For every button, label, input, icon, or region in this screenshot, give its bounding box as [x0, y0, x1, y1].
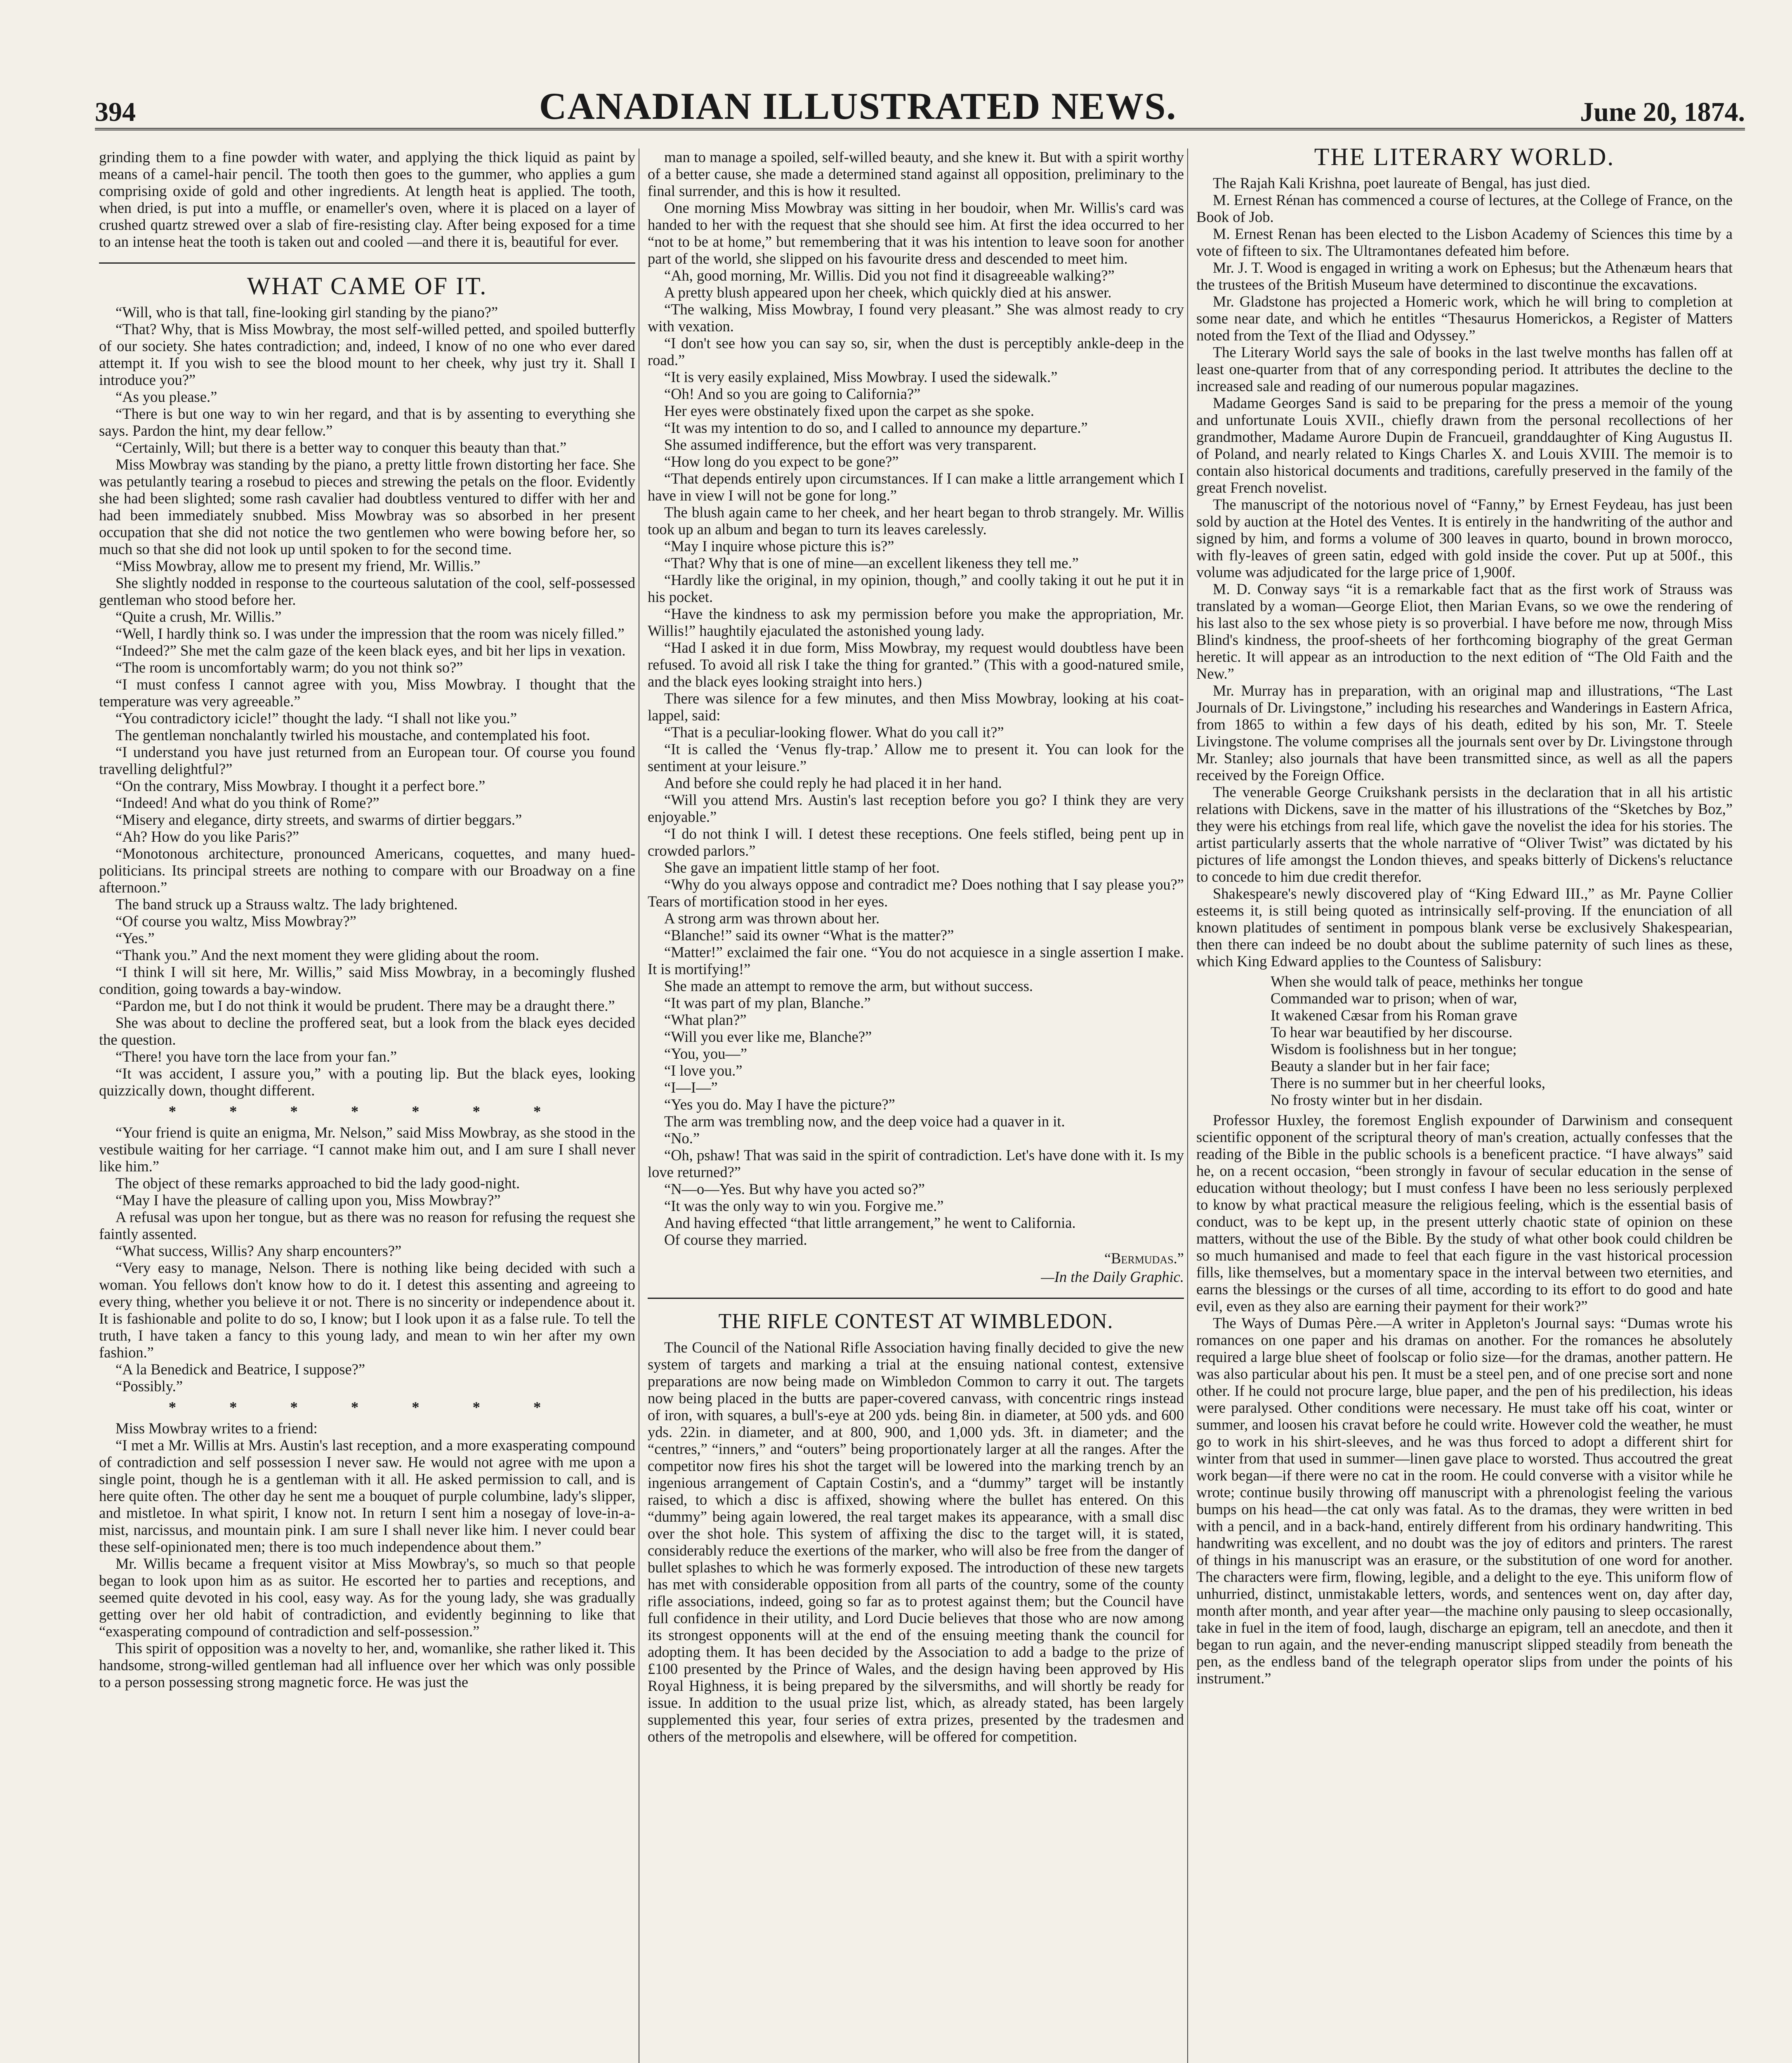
- paragraph: The venerable George Cruikshank persists in the declaration that in all his artistic relations with Dickens, save in the matter of his illustrations of the “Sketches by Boz,” they were his etchings from real life, which gave the novelist the idea for his stories. The artist particularly asserts that the whole narrative of “Oliver Twist” was dictated by his pictures of life amongst the London thieves, and speaks bitterly of Dickens's reluctance to concede to him due credit therefor.: [1196, 784, 1733, 885]
- paragraph: “Have the kindness to ask my permission before you make the appropriation, Mr. Willis!” haughtily ejaculated the astonished young lady.: [648, 605, 1184, 639]
- poem-line: It wakened Cæsar from his Roman grave: [1271, 1007, 1518, 1024]
- paragraph: “That is a peculiar-looking flower. What do you call it?”: [664, 724, 1004, 741]
- paragraph: “As you please.”: [116, 388, 217, 405]
- paragraph: The blush again came to her cheek, and her heart began to throb strangely. Mr. Willis took up an album and began to turn its leaves carelessly.: [648, 504, 1184, 538]
- paragraph: Miss Mowbray writes to a friend:: [116, 1420, 318, 1437]
- paragraph: “Miss Mowbray, allow me to present my friend, Mr. Willis.”: [116, 557, 481, 574]
- section-stars: * * * * * * *: [168, 1399, 566, 1416]
- column-rule: [1187, 149, 1188, 2063]
- paragraph: “I understand you have just returned from an European tour. Of course you found travelling delightful?”: [99, 744, 635, 777]
- paragraph: The band struck up a Strauss waltz. The lady brightened.: [116, 896, 458, 913]
- paragraph: “Oh, pshaw! That was said in the spirit of contradiction. Let's have done with it. Is my love returned?”: [648, 1147, 1184, 1180]
- paragraph: M. Ernest Renan has been elected to the Lisbon Academy of Sciences this time by a vote of fifteen to six. The Ultramontanes defeated him before.: [1196, 225, 1733, 259]
- issue-date: June 20, 1874.: [1580, 97, 1745, 127]
- paragraph: M. D. Conway says “it is a remarkable fact that as the first work of Strauss was translated by a woman—George Eliot, then Marian Evans, so we owe the rendering of his last also to the sex whose piety is so proverbial. I have before me now, through Miss Blind's kindness, the proof-sheets of her forthcoming biography of the great German heretic. It will appear as an introduction to the next edition of “The Old Faith and the New.”: [1196, 581, 1733, 682]
- poem-quote: [1271, 973, 1733, 1108]
- paragraph: “Will, who is that tall, fine-looking girl standing by the piano?”: [116, 304, 498, 321]
- paragraph: man to manage a spoiled, self-willed beauty, and she knew it. But with a spirit worthy of a better cause, she made a determined stand against all opposition, preliminary to the final surrender, and this is how it resulted.: [648, 149, 1184, 199]
- paragraph: “Matter!” exclaimed the fair one. “You do not acquiesce in a single assertion I make. It is mortifying!”: [648, 944, 1184, 977]
- paragraph: “I don't see how you can say so, sir, when the dust is perceptibly ankle-deep in the road.”: [648, 335, 1184, 368]
- paragraph: The Council of the National Rifle Association having finally decided to give the new system of targets and marking a trial at the ensuing national contest, extensive preparations are now being made on Wimbledon Common to carry it out. The targets now being placed in the butts are paper-covered canvass, with concentric rings instead of iron, with squares, a bull's-eye at 200 yds. being 8in. in diameter, at 500 yds. and 600 yds. 22in. in diameter, and at 800, 900, and 1,000 yds. 3ft. in diameter; and the “centres,” “inners,” and “outers” being proportionately larger at all the ranges. After the competitor now fires his shot the target will be lowered into the marking trench by an ingenious arrangement of Captain Costin's, and a “dummy” target will be instantly raised, to which a disc is affixed, showing where the bullet has entered. On this “dummy” being again lowered, the real target makes its appearance, with a small disc over the shot hole. This system of affixing the disc to the target will, it is stated, considerably reduce the exertions of the marker, who will also be free from the danger of bullet splashes to which he was formerly exposed. The introduction of these new targets has met with considerable opposition from all parts of the country, some of the county rifle associations, indeed, going so far as to protest against them; but the Council have full confidence in their utility, and Lord Ducie believes that those who are now among its strongest opponents will at the end of the ensuing meeting thank the council for adopting them. It has been decided by the Association to add a badge to the prize of £100 presented by the Prince of Wales, and the design having been approved by His Royal Highness, it is being prepared by the silversmiths, and will shortly be ready for issue. In addition to the usual prize list, which, as already stated, has been largely supplemented this year, four series of extra prizes, presented by the tradesmen and others of the metropolis and elsewhere, will be offered for competition.: [648, 1339, 1184, 1745]
- paragraph: Madame Georges Sand is said to be preparing for the press a memoir of the young and unfortunate Louis XVII., chiefly drawn from the personal recollections of her grandmother, Madame Aurore Dupin de Francueil, granddaughter of King Augustus II. of Poland, and nearly related to Kings Charles X. and Louis XVIII. The memoir is to contain also historical documents and traditions, carefully preserved in the family of the great French novelist.: [1196, 394, 1733, 496]
- paragraph: Shakespeare's newly discovered play of “King Edward III.,” as Mr. Payne Collier esteems it, is still being quoted as intrinsically self-proving. If the enunciation of all known platitudes of sentiment in pompous blank verse be exclusively Shakespearian, then there can indeed be no doubt about the sublime paternity of such lines as these, which King Edward applies to the Countess of Salisbury:: [1196, 885, 1733, 970]
- paragraph: “There! you have torn the lace from your fan.”: [116, 1048, 397, 1065]
- column-2: [648, 149, 1184, 2063]
- paragraph: She was about to decline the proffered seat, but a look from the black eyes decided the question.: [99, 1014, 635, 1048]
- paragraph: “Blanche!” said its owner “What is the matter?”: [664, 927, 954, 944]
- paragraph: “How long do you expect to be gone?”: [664, 453, 899, 470]
- paragraph: The arm was trembling now, and the deep voice had a quaver in it.: [664, 1113, 1065, 1130]
- paragraph: The Rajah Kali Krishna, poet laureate of Bengal, has just died.: [1213, 175, 1591, 191]
- paragraph: “You contradictory icicle!” thought the lady. “I shall not like you.”: [116, 710, 517, 727]
- paragraph: “Of course you waltz, Miss Mowbray?”: [116, 913, 356, 930]
- story-signature: “Bermudas.”: [1104, 1250, 1184, 1267]
- paragraph: “Indeed! And what do you think of Rome?”: [116, 794, 380, 811]
- paragraph: Mr. Gladstone has projected a Homeric work, which he will bring to completion at some near date, and which he entitles “Thesaurus Homerickos, a Register of Matters noted from the Text of the Iliad and Odyssey.”: [1196, 293, 1733, 344]
- poem-line: There is no summer but in her cheerful looks,: [1271, 1074, 1545, 1091]
- poem-line: No frosty winter but in her disdain.: [1271, 1091, 1483, 1108]
- paragraph: “Why do you always oppose and contradict me? Does nothing that I say please you?” Tears of mortification stood in her eyes.: [648, 876, 1184, 910]
- paragraph: The object of these remarks approached to bid the lady good-night.: [116, 1175, 520, 1192]
- poem-line: When she would talk of peace, methinks her tongue: [1271, 973, 1583, 990]
- paragraph: “It was the only way to win you. Forgive me.”: [664, 1197, 944, 1214]
- paragraph: “I love you.”: [664, 1062, 743, 1079]
- story-source: —In the Daily Graphic.: [1041, 1268, 1184, 1285]
- paragraph: “Had I asked it in due form, Miss Mowbray, my request would doubtless have been refused. To avoid all risk I take the thing for granted.” (This with a good-natured smile, and the black eyes looking straight into hers.): [648, 639, 1184, 690]
- paragraph: “It was accident, I assure you,” with a pouting lip. But the black eyes, looking quizzically down, thought different.: [99, 1065, 635, 1099]
- paragraph: “Certainly, Will; but there is a better way to conquer this beauty than that.”: [116, 439, 567, 456]
- paragraph: “Well, I hardly think so. I was under the impression that the room was nicely filled.”: [116, 625, 625, 642]
- paragraph: “It is very easily explained, Miss Mowbray. I used the sidewalk.”: [664, 368, 1058, 385]
- paragraph: “Quite a crush, Mr. Willis.”: [116, 608, 282, 625]
- paragraph: “A la Benedick and Beatrice, I suppose?”: [116, 1361, 365, 1378]
- paragraph: “I must confess I cannot agree with you, Miss Mowbray. I thought that the temperature was very agreeable.”: [99, 676, 635, 710]
- paragraph: M. Ernest Rénan has commenced a course of lectures, at the College of France, on the Book of Job.: [1196, 191, 1733, 225]
- paragraph: “May I inquire whose picture this is?”: [664, 538, 894, 555]
- paragraph: “Pardon me, but I do not think it would be prudent. There may be a draught there.”: [116, 997, 615, 1014]
- paragraph: “Monotonous architecture, pronounced Americans, coquettes, and many hued-politicians. Its principal streets are nothing to compare with our Broadway on a fine afternoon.”: [99, 845, 635, 896]
- paragraph: “The walking, Miss Mowbray, I found very pleasant.” She was almost ready to cry with vexation.: [648, 301, 1184, 335]
- paragraph: “Hardly like the original, in my opinion, though,” and coolly taking it out he put it in his pocket.: [648, 571, 1184, 605]
- paragraph: “N—o—Yes. But why have you acted so?”: [664, 1180, 925, 1197]
- rifle-contest-title: THE RIFLE CONTEST AT WIMBLEDON.: [718, 1310, 1113, 1333]
- literary-notes: [1196, 175, 1733, 970]
- paragraph: “That depends entirely upon circumstances. If I can make a little arrangement which I have in view I will not be gone for long.”: [648, 470, 1184, 504]
- paragraph: “Very easy to manage, Nelson. There is nothing like being decided with such a woman. You fellows don't know how to do it. I detest this assenting and agreeing to every thing, whether you believe it or not. There is no sincerity or independence about it. It is fashionable and polite to do so, I know; but I look upon it as a false rule. To tell the truth, I have taken a fancy to this young lady, and mean to win her after my own fashion.”: [99, 1259, 635, 1361]
- paragraph: She assumed indifference, but the effort was very transparent.: [664, 436, 1037, 453]
- paragraph: The manuscript of the notorious novel of “Fanny,” by Ernest Feydeau, has just been sold by auction at the Hotel des Ventes. It is entirely in the handwriting of the author and signed by him, and forms a volume of 300 leaves in quarto, bound in brown morocco, with fly-leaves of green satin, edged with gold inside the cover. Put up at 500f., this volume was adjudicated for the large price of 1,900f.: [1196, 496, 1733, 581]
- paragraph: “I met a Mr. Willis at Mrs. Austin's last reception, and a more exasperating compound of contradiction and self possession I never saw. He would not agree with me upon a single point, though he is a gentleman with it all. He asked permission to call, and is here quite often. The other day he sent me a bouquet of purple columbine, lady's slipper, and mistletoe. In what spirit, I know not. In return I sent him a nosegay of love-in-a-mist, narcissus, and mountain pink. I am sure I shall never like him. I never could bear these self-opinionated men; there is too much independence about them.”: [99, 1437, 635, 1555]
- paragraph: “What plan?”: [664, 1011, 747, 1028]
- paragraph: The gentleman nonchalantly twirled his moustache, and contemplated his foot.: [116, 727, 590, 744]
- story-body-part3: [99, 1420, 635, 1690]
- paragraph: The Ways of Dumas Père.—A writer in Appleton's Journal says: “Dumas wrote his romances on one paper and his dramas on another. For the romances he absolutely required a large blue sheet of foolscap or folio size—for the dramas, another pattern. He was also particular about his pen. It must be a steel pen, and of one precise sort and none other. If he could not procure large, blue paper, and the pen of his predilection, his ideas were paralysed. Other conditions were necessary. He must take off his coat, winter or summer, and loosen his cravat before he could write. However cold the weather, he must go to work in his shirt-sleeves, and he was thus forced to adopt a different shirt for winter from that used in summer—linen gave place to worsted. Thus accoutred the great work began—if there were no cat in the room. He could converse with a visitor while he wrote; continue busily throwing off manuscript with a phrenologist feeling the various bumps on his head—the cat only was fatal. As to the dramas, they were written in bed with a pencil, and in a back-hand, entirely different from his ordinary handwriting. This handwriting was excellent, and no doubt was the joy of editors and printers. The rarest of things in his manuscript was an erasure, or the substitution of one word for another. The characters were firm, flowing, legible, and a delight to the eye. This uniform flow of unhurried, distinct, unmistakable letters, words, and sentences went on, day after day, month after month, and year after year—the machine only pausing to sleep occasionally, take in fuel in the item of food, laugh, discharge an epigram, tell an anecdote, and then it began to run again, and the never-ending manuscript slipped steadily from beneath the pen, as the endless band of the telegraph operator slips from under the points of his instrument.”: [1196, 1315, 1733, 1687]
- literary-notes-continued: [1196, 1112, 1733, 1687]
- paragraph: “Will you ever like me, Blanche?”: [664, 1028, 872, 1045]
- paragraph: “Indeed?” She met the calm gaze of the keen black eyes, and bit her lips in vexation.: [116, 642, 626, 659]
- section-divider: [648, 1298, 1184, 1299]
- poem-line: Wisdom is foolishness but in her tongue;: [1271, 1041, 1517, 1057]
- poem-line: To hear war beautified by her discourse.: [1271, 1024, 1513, 1041]
- paragraph: Her eyes were obstinately fixed upon the carpet as she spoke.: [664, 402, 1034, 419]
- rifle-contest-body: [648, 1339, 1184, 1745]
- paragraph: She made an attempt to remove the arm, but without success.: [664, 977, 1033, 994]
- paragraph: There was silence for a few minutes, and then Miss Mowbray, looking at his coat-lappel, said:: [648, 690, 1184, 724]
- story-title: WHAT CAME OF IT.: [247, 272, 488, 300]
- paragraph: “Ah, good morning, Mr. Willis. Did you not find it disagreeable walking?”: [664, 267, 1115, 284]
- paragraph: She slightly nodded in response to the courteous salutation of the cool, self-possessed gentleman who stood before her.: [99, 574, 635, 608]
- paragraph: “That? Why that is one of mine—an excellent likeness they tell me.”: [664, 555, 1079, 571]
- section-divider: [99, 262, 635, 264]
- page-header: [95, 78, 1745, 130]
- paragraph: “I do not think I will. I detest these receptions. One feels stifled, being pent up in crowded parlors.”: [648, 825, 1184, 859]
- paragraph: She gave an impatient little stamp of her foot.: [664, 859, 940, 876]
- paragraph: Mr. J. T. Wood is engaged in writing a work on Ephesus; but the Athenæum hears that the trustees of the British Museum have determined to discontinue the excavations.: [1196, 259, 1733, 293]
- paragraph: One morning Miss Mowbray was sitting in her boudoir, when Mr. Willis's card was handed to her with the request that she should see him. At first the idea occurred to her “not to be at home,” but remembering that it was his intention to leave soon for another part of the world, she slipped on his favourite dress and descended to meet him.: [648, 199, 1184, 267]
- intro-text: [99, 149, 635, 250]
- paragraph: And having effected “that little arrangement,” he went to California.: [664, 1214, 1076, 1231]
- paragraph: “Thank you.” And the next moment they were gliding about the room.: [116, 947, 539, 963]
- paragraph: “Oh! And so you are going to California?”: [664, 385, 921, 402]
- column-1: [99, 149, 635, 2063]
- paragraph: “You, you—”: [664, 1045, 747, 1062]
- column-3: [1196, 149, 1733, 2063]
- paragraph: Miss Mowbray was standing by the piano, a pretty little frown distorting her face. She was petulantly tearing a rosebud to pieces and strewing the petals on the floor. Evidently she had been slighted; some rash cavalier had doubtless ventured to differ with her and had been immediately snubbed. Miss Mowbray was so absorbed in her present occupation that she did not notice the two gentlemen who were bowing before her, so much so that she did not look up until spoken to for the second time.: [99, 456, 635, 557]
- paragraph: “No.”: [664, 1130, 700, 1147]
- paragraph: Professor Huxley, the foremost English expounder of Darwinism and consequent scientific opponent of the scriptural theory of man's creation, actually confesses that the reading of the Bible in the public schools is a beneficent practice. “I have always” said he, on a recent occasion, “been strongly in favour of secular education in the sense of education without theology; but I must confess I have been no less seriously perplexed to know by what practical measure the religious feeling, which is the essential basis of conduct, was to be kept up, in the present utterly chaotic state of opinion on these matters, without the use of the Bible. By the study of what other book could children be so much humanised and made to feel that each figure in the vast historical procession fills, like themselves, but a momentary space in the interval between two eternities, and earns the blessings or the curses of all time, according to its effort to do good and hate evil, even as they also are earning their payment for their work?”: [1196, 1112, 1733, 1315]
- paragraph: And before she could reply he had placed it in her hand.: [664, 774, 1002, 791]
- paragraph: “Yes you do. May I have the picture?”: [664, 1096, 895, 1113]
- poem-line: Beauty a slander but in her fair face;: [1271, 1057, 1490, 1074]
- paragraph: “On the contrary, Miss Mowbray. I thought it a perfect bore.”: [116, 777, 486, 794]
- paragraph: This spirit of opposition was a novelty to her, and, womanlike, she rather liked it. This handsome, strong-willed gentleman had all influence over her which was only possible to a person possessing strong magnetic force. He was just the: [99, 1640, 635, 1690]
- paragraph: Mr. Willis became a frequent visitor at Miss Mowbray's, so much so that people began to look upon him as as suitor. He escorted her to parties and receptions, and seemed quite devoted in his cool, easy way. As for the young lady, she was gradually getting over her old habit of contradiction, and evidently beginning to like that “exasperating compound of contradiction and self-possession.”: [99, 1555, 635, 1640]
- poem-line: Commanded war to prison; when of war,: [1271, 990, 1517, 1007]
- story-body-part2: [99, 1124, 635, 1395]
- paragraph: grinding them to a fine powder with water, and applying the thick liquid as paint by means of a camel-hair pencil. The tooth then goes to the gummer, who applies a gum comprising oxide of gold and other ingredients. At length heat is applied. The tooth, when dried, is put into a muffle, or enameller's oven, where it is placed on a layer of crushed quartz strewed over a slab of fire-resisting clay. After being exposed for a time to an intense heat the tooth is taken out and cooled —and there it is, beautiful for ever.: [99, 149, 635, 250]
- paragraph: “The room is uncomfortably warm; do you not think so?”: [116, 659, 463, 676]
- paragraph: “There is but one way to win her regard, and that is by assenting to everything she says. Pardon the hint, my dear fellow.”: [99, 405, 635, 439]
- paragraph: “That? Why, that is Miss Mowbray, the most self-willed petted, and spoiled butterfly of our society. She hates contradiction; and, indeed, I know of no one who ever dared attempt it. If you wish to see the blood mount to her cheek, why just try it. Shall I introduce you?”: [99, 321, 635, 388]
- paragraph: “Misery and elegance, dirty streets, and swarms of dirtier beggars.”: [116, 811, 522, 828]
- paragraph: “It was my intention to do so, and I called to announce my departure.”: [664, 419, 1088, 436]
- paragraph: A pretty blush appeared upon her cheek, which quickly died at his answer.: [664, 284, 1112, 301]
- paragraph: “May I have the pleasure of calling upon you, Miss Mowbray?”: [116, 1192, 501, 1209]
- paragraph: A strong arm was thrown about her.: [664, 910, 880, 927]
- paragraph: “It is called the ‘Venus fly-trap.’ Allow me to present it. You can look for the sentiment at your leisure.”: [648, 741, 1184, 774]
- paragraph: “Ah? How do you like Paris?”: [116, 828, 299, 845]
- paragraph: Of course they married.: [664, 1231, 807, 1248]
- paragraph: “I think I will sit here, Mr. Willis,” said Miss Mowbray, in a becomingly flushed condition, going towards a bay-window.: [99, 963, 635, 997]
- paragraph: A refusal was upon her tongue, but as there was no reason for refusing the request she faintly assented.: [99, 1209, 635, 1242]
- paragraph: “I—I—”: [664, 1079, 718, 1096]
- literary-world-title: THE LITERARY WORLD.: [1314, 149, 1615, 170]
- page-number: 394: [95, 97, 136, 127]
- section-stars: * * * * * * *: [168, 1103, 566, 1120]
- paragraph: The Literary World says the sale of books in the last twelve months has fallen off at least one-quarter from that of any corresponding period. It attributes the decline to the increased sale and reading of our numerous popular magazines.: [1196, 344, 1733, 394]
- paragraph: “Possibly.”: [116, 1378, 183, 1395]
- paragraph: “What success, Willis? Any sharp encounters?”: [116, 1242, 402, 1259]
- paragraph: Mr. Murray has in preparation, with an original map and illustrations, “The Last Journals of Dr. Livingstone,” including his researches and Wanderings in Eastern Africa, from 1865 to within a few days of his death, edited by his son, Mr. T. Steele Livingstone. The volume comprises all the journals sent over by Dr. Livingstone through Mr. Stanley; also journals that have been transmitted since, as well as all the papers received by the Foreign Office.: [1196, 682, 1733, 784]
- story-continuation: [648, 149, 1184, 1248]
- paragraph: “It was part of my plan, Blanche.”: [664, 994, 871, 1011]
- paragraph: “Will you attend Mrs. Austin's last reception before you go? I think they are very enjoyable.”: [648, 791, 1184, 825]
- paragraph: “Yes.”: [116, 930, 155, 947]
- masthead: CANADIAN ILLUSTRATED NEWS.: [539, 85, 1177, 127]
- paragraph: “Your friend is quite an enigma, Mr. Nelson,” said Miss Mowbray, as she stood in the vestibule waiting for her carriage. “I cannot make him out, and I am sure I shall never like him.”: [99, 1124, 635, 1175]
- story-body: [99, 304, 635, 1099]
